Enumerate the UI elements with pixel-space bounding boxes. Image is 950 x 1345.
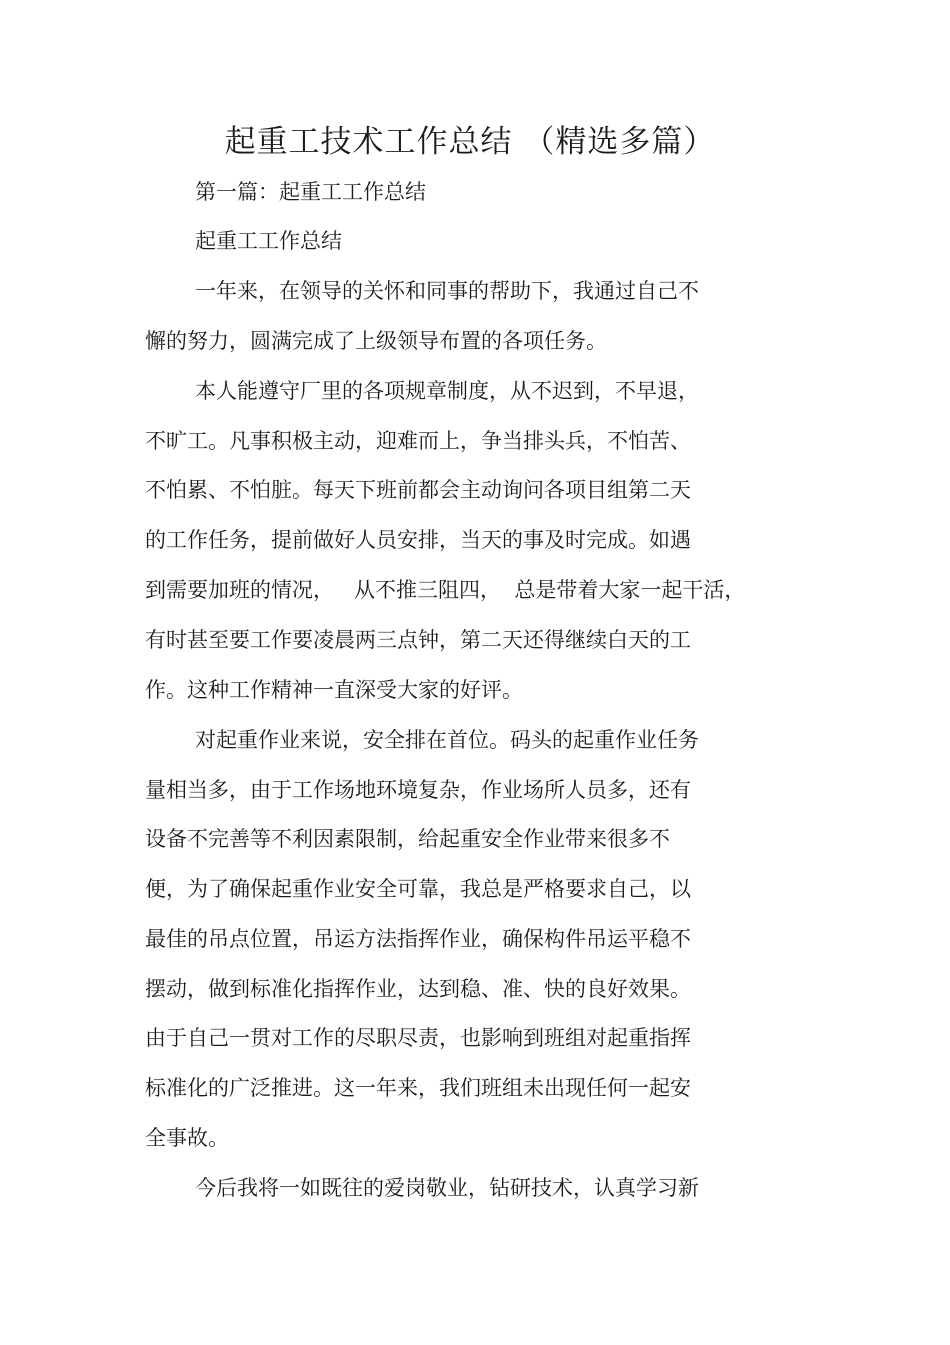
- document-title: 起重工技术工作总结 （精选多篇）: [224, 124, 716, 160]
- paragraph-line: 的工作任务，提前做好人员安排，当天的事及时完成。如遇: [145, 528, 691, 552]
- paragraph-line: 量相当多，由于工作场地环境复杂，作业场所人员多，还有: [145, 778, 691, 802]
- paragraph-line: 懈的努力，圆满完成了上级领导布置的各项任务。: [145, 329, 607, 353]
- subtitle: 起重工工作总结: [195, 229, 342, 253]
- paragraph-line: 最佳的吊点位置，吊运方法指挥作业，确保构件吊运平稳不: [145, 927, 691, 951]
- paragraph-line: 不旷工。凡事积极主动，迎难而上，争当排头兵，不怕苦、: [145, 429, 691, 453]
- section-heading: 第一篇：起重工工作总结: [195, 180, 426, 204]
- paragraph-line: 全事故。: [145, 1126, 229, 1150]
- paragraph-line: 本人能遵守厂里的各项规章制度，从不迟到，不早退，: [195, 379, 699, 403]
- paragraph-line: 作。这种工作精神一直深受大家的好评。: [145, 678, 523, 702]
- paragraph-line: 摆动，做到标准化指挥作业，达到稳、准、快的良好效果。: [145, 977, 691, 1001]
- paragraph-line: 标准化的广泛推进。这一年来，我们班组未出现任何一起安: [145, 1076, 691, 1100]
- paragraph-line: 对起重作业来说，安全排在首位。码头的起重作业任务: [195, 728, 699, 752]
- paragraph-line: 由于自己一贯对工作的尽职尽责，也影响到班组对起重指挥: [145, 1026, 691, 1050]
- paragraph-line: 便，为了确保起重作业安全可靠，我总是严格要求自己，以: [145, 877, 691, 901]
- paragraph-line: 有时甚至要工作要凌晨两三点钟，第二天还得继续白天的工: [145, 628, 691, 652]
- paragraph-line: 到需要加班的情况， 从不推三阻四， 总是带着大家一起干活，: [145, 578, 746, 602]
- paragraph-line: 今后我将一如既往的爱岗敬业，钻研技术，认真学习新: [195, 1176, 699, 1200]
- paragraph-line: 设备不完善等不利因素限制，给起重安全作业带来很多不: [145, 827, 670, 851]
- paragraph-line: 不怕累、不怕脏。每天下班前都会主动询问各项目组第二天: [145, 478, 691, 502]
- paragraph-line: 一年来，在领导的关怀和同事的帮助下，我通过自己不: [195, 279, 699, 303]
